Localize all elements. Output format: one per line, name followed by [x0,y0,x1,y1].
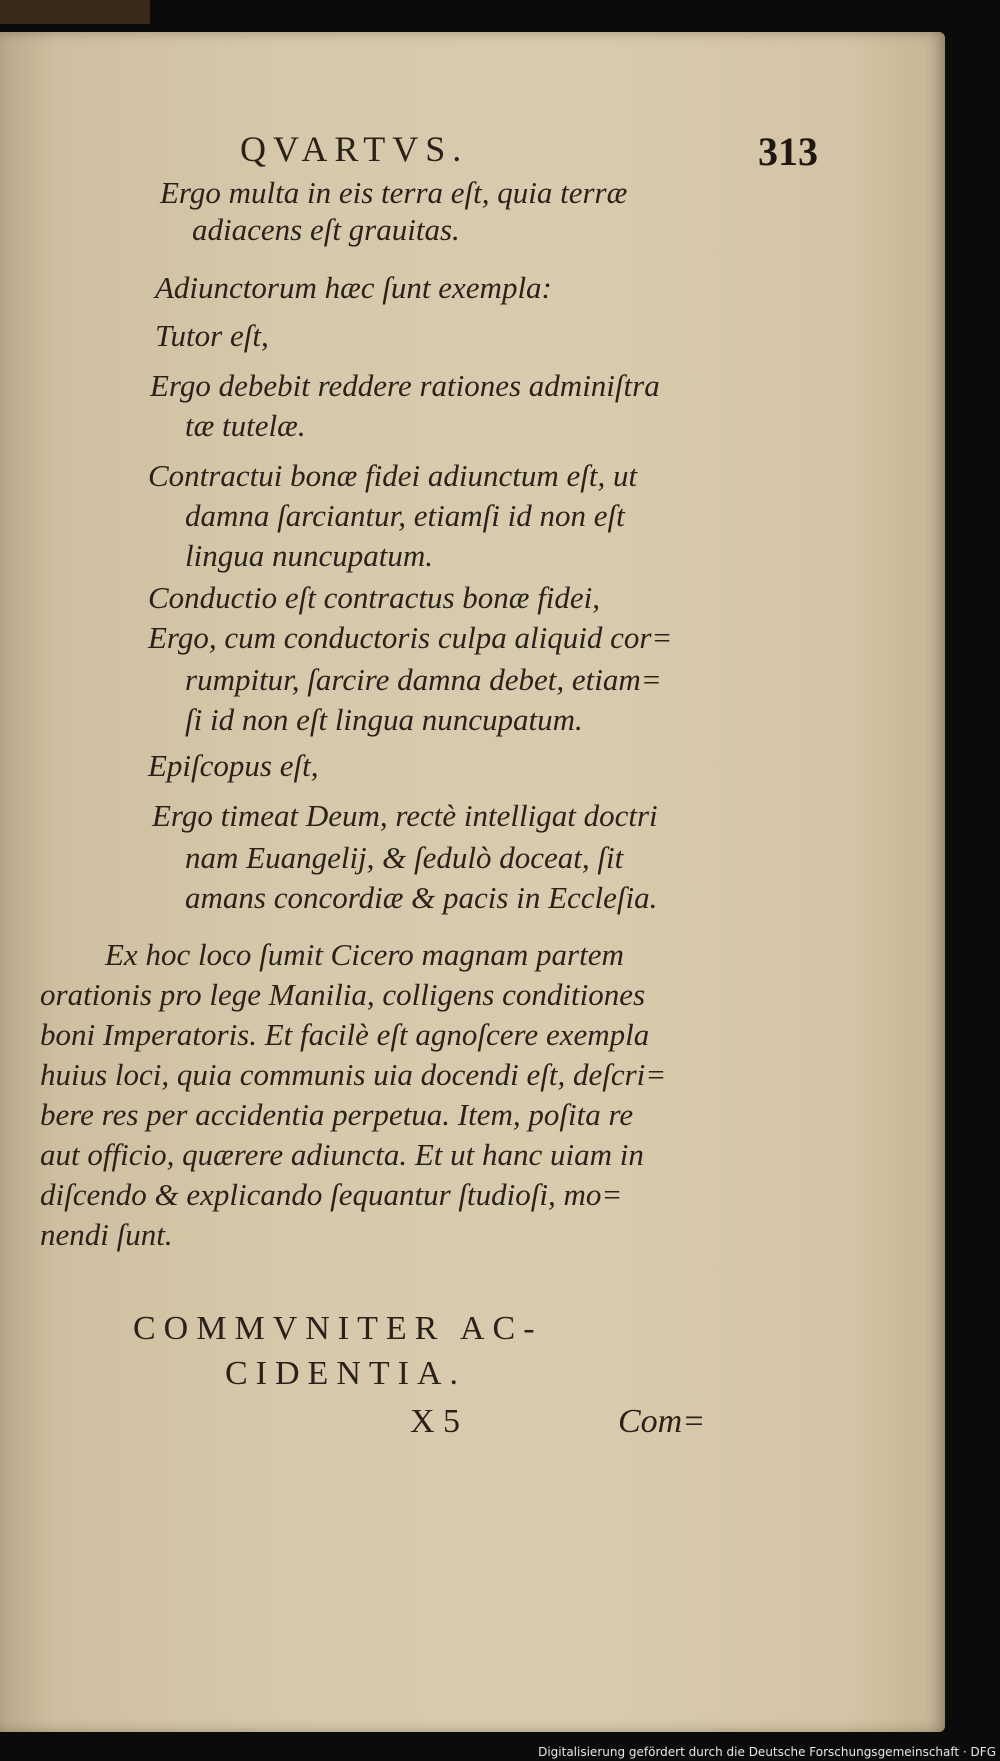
text-line: Ergo multa in eis terra eſt, quia terræ [160,175,628,210]
section-heading-line-2: CIDENTIA. [225,1355,467,1392]
text-line: Ergo timeat Deum, rectè intelligat doctri [152,798,658,833]
text-line: adiacens eſt grauitas. [192,212,460,247]
text-line: tæ tutelæ. [185,408,306,443]
text-line: Tutor eſt, [155,318,269,353]
text-line: Ergo, cum conductoris culpa aliquid cor= [148,620,673,655]
text-line: amans concordiæ & pacis in Eccleſia. [185,880,658,915]
text-line: rumpitur, ſarcire damna debet, etiam= [185,662,662,697]
section-heading-line-1: COMMVNITER AC- [133,1310,543,1347]
text-line: Conductio eſt contractus bonæ fidei, [148,580,601,615]
running-head: QVARTVS. [240,129,469,169]
text-line: aut officio, quærere adiuncta. Et ut hanc uiam in [40,1137,644,1172]
catchword: Com= [618,1403,706,1440]
page-number: 313 [758,129,818,174]
text-line: ſi id non eſt lingua nuncupatum. [185,702,583,737]
text-line: Epiſcopus eſt, [148,748,319,783]
text-line: orationis pro lege Manilia, colligens conditiones [40,977,646,1012]
signature-mark: X 5 [410,1403,461,1440]
text-line: nam Euangelij, & ſedulò doceat, ſit [185,840,624,875]
text-line: diſcendo & explicando ſequantur ſtudioſi, mo= [40,1177,623,1212]
text-line: Contractui bonæ fidei adiunctum eſt, ut [148,458,638,493]
book-edge [0,0,150,24]
text-line: damna ſarciantur, etiamſi id non eſt [185,498,625,533]
digitization-credit: Digitalisierung gefördert durch die Deutsche Forschungsgemeinschaft · DFG [538,1745,996,1759]
text-line: huius loci, quia communis uia docendi eſt, deſcri= [40,1057,667,1092]
text-line: nendi ſunt. [40,1217,173,1252]
text-line: Ergo debebit reddere rationes adminiſtra [150,368,660,403]
text-line: bere res per accidentia perpetua. Item, poſita re [40,1097,634,1132]
text-line: boni Imperatoris. Et facilè eſt agnoſcere exempla [40,1017,650,1052]
text-line: Adiunctorum hæc ſunt exempla: [155,270,552,305]
text-line: lingua nuncupatum. [185,538,433,573]
text-line: Ex hoc loco ſumit Cicero magnam partem [105,937,624,972]
